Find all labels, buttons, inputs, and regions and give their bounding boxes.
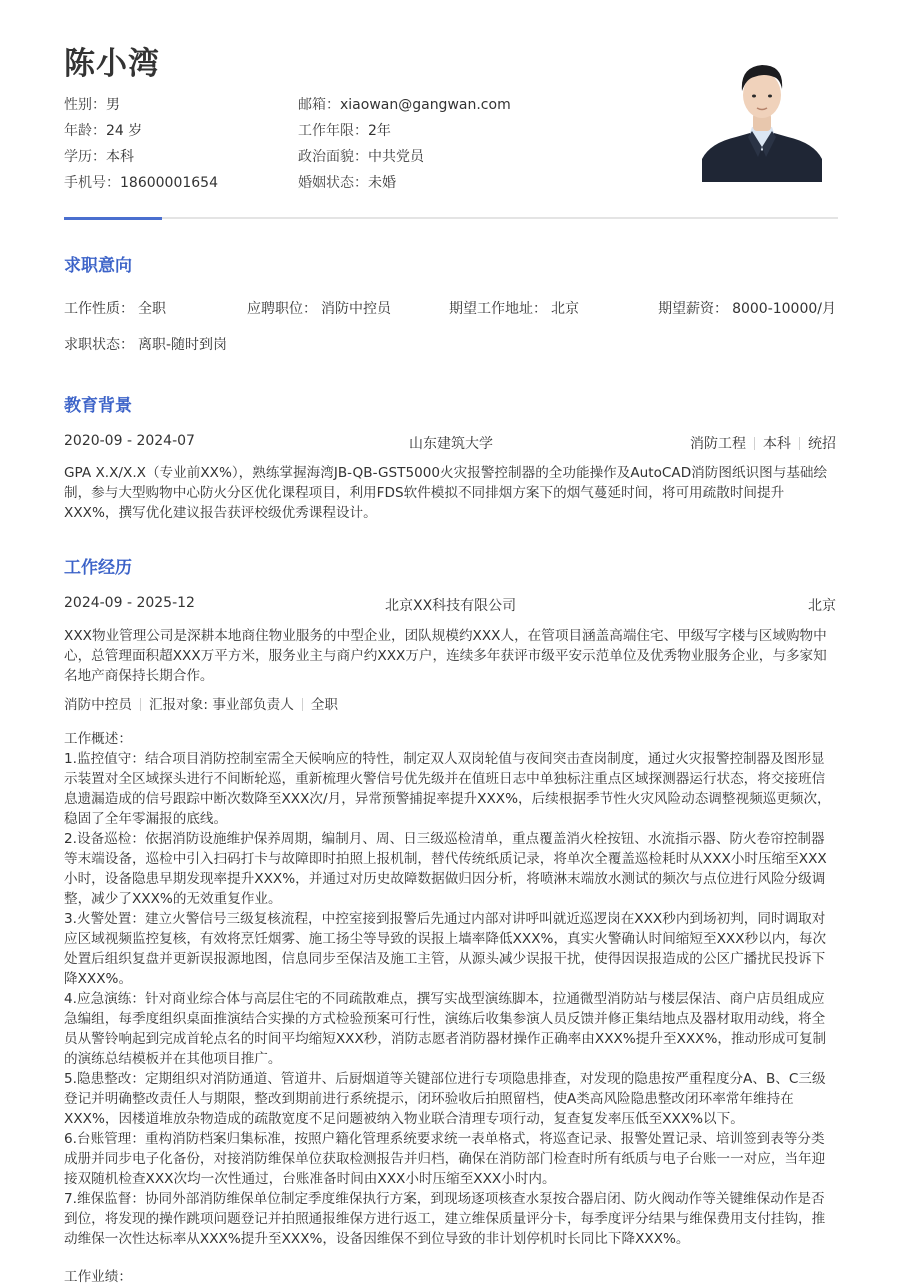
phone-row [64,170,218,196]
marital-status-label: 婚姻状态： [298,175,368,191]
education-major: 消防工程 [690,436,746,452]
work-company: 北京XX科技有限公司 [385,598,517,614]
header-divider-accent [64,217,162,220]
section-title-education: 教育背景 [64,396,132,416]
marital-status-value: 未婚 [368,175,396,191]
education-level-row [64,144,218,170]
intent-status-label: 求职状态： [64,337,134,353]
work-duty-item: 3.火警处置：建立火警信号三级复核流程，中控室接到报警后先通过内部对讲呼叫就近巡逻岗在XXX秒内到场初判，同时调取对应区域视频监控复核，有效将烹饪烟雾、施工扬尘等导致的误报上墙率降低XXX%，真实火警确认时间缩短至XXX秒以内，每次处置后组织复盘并更新误报源地图，信息同步至保洁及施工主管，从源头减少误报干扰，使得因误报造成的公区广播扰民投诉下降XXX%。 [64,911,827,987]
work-report-to: 汇报对象: 事业部负责人 [148,697,294,713]
work-years-value: 2年 [368,123,391,139]
intent-type-value: 全职 [138,301,166,317]
work-duty-item: 2.设备巡检：依据消防设施维护保养周期，编制月、周、日三级巡检清单，重点覆盖消火栓按钮、水流指示器、防火卷帘控制器等末端设备，巡检中引入扫码打卡与故障即时拍照上报机制，替代传统纸质记录，将单次全覆盖巡检耗时从XXX小时压缩至XXX小时，设备隐患早期发现率提升XXX%，并通过对历史故障数据做归因分析，将喷淋末端放水测试的频次与点位进行风险分级调整，减少了XXX%的无效重复作业。 [64,831,827,907]
phone-value: 18600001654 [120,175,218,191]
education-degree: 本科 [763,436,791,452]
intent-location-value: 北京 [551,301,579,317]
email-label: 邮箱： [298,97,340,113]
education-mode: 统招 [808,436,836,452]
education-separator [754,437,755,450]
portrait-avatar-icon [702,47,822,182]
work-duty-item: 5.隐患整改：定期组织对消防通道、管道井、后厨烟道等关键部位进行专项隐患排查，对发现的隐患按严重程度分A、B、C三级登记并明确整改责任人与期限，整改到期前进行系统提示，闭环验收后拍照留档，使A类高风险隐患整改闭环率常年维持在XXX%，因楼道堆放杂物造成的疏散宽度不足问题被纳入物业联合清理专项行动，复查复发率压低至XXX%以下。 [64,1071,826,1127]
marital-status-row [298,170,511,196]
email-row [298,92,511,118]
gender-row [64,92,218,118]
education-details [690,433,836,453]
work-tag-separator [302,698,303,711]
work-results-label: 工作业绩： [64,1269,132,1285]
intent-salary-label: 期望薪资： [658,301,729,317]
age-value: 24 岁 [106,123,143,139]
political-status-row [298,144,511,170]
age-row [64,118,218,144]
gender-label: 性别： [64,97,106,113]
intent-position-value: 消防中控员 [321,301,391,317]
age-label: 年龄： [64,123,106,139]
phone-label: 手机号： [64,175,120,191]
work-duty-item: 4.应急演练：针对商业综合体与高层住宅的不同疏散难点，撰写实战型演练脚本，拉通微型消防站与楼层保洁、商户店员组成应急编组，每季度组织桌面推演结合实操的方式检验预案可行性，演练后收集参演人员反馈并修正集结地点及器材取用动线，将全员从警铃响起到完成首轮点名的时间平均缩短XXX秒，消防志愿者消防器材操作正确率由XXX%提升至XXX%，推动形成可复制的演练总结模板并在其他项目推广。 [64,991,827,1067]
work-years-label: 工作年限： [298,123,368,139]
intent-salary [658,298,836,318]
intent-type [64,298,166,318]
work-years-row [298,118,511,144]
education-level-label: 学历： [64,149,106,165]
work-tag-separator [140,698,141,711]
candidate-name: 陈小湾 [64,46,160,82]
work-city: 北京 [808,598,836,614]
work-job-type: 全职 [310,697,338,713]
basic-info-left [64,92,218,196]
section-title-intent: 求职意向 [64,256,132,276]
intent-status-value: 离职-随时到岗 [138,337,228,353]
intent-salary-value: 8000-10000/月 [732,301,836,317]
work-overview-label: 工作概述： [64,731,132,747]
profile-photo [702,47,822,182]
intent-location [449,298,579,318]
work-period: 2024-09 - 2025-12 [64,595,195,611]
intent-status [64,334,227,354]
header-divider [64,217,838,219]
intent-type-label: 工作性质： [64,301,134,317]
work-role: 消防中控员 [64,697,132,713]
section-title-work: 工作经历 [64,558,132,578]
political-status-value: 中共党员 [368,149,424,165]
gender-value: 男 [106,97,120,113]
work-overview [64,729,836,1287]
work-role-tags [64,693,338,713]
intent-location-label: 期望工作地址： [449,301,547,317]
intent-position [247,298,391,318]
intent-position-label: 应聘职位： [247,301,317,317]
basic-info-right [298,92,511,196]
work-company-description: XXX物业管理公司是深耕本地商住物业服务的中型企业，团队规模约XXX人，在管项目涵盖高端住宅、甲级写字楼与区域购物中心，总管理面积超XXX万平方米，服务业主与商户约XXX万户，连续多年获评市级平安示范单位及优秀物业服务企业，与多家知名地产商保持长期合作。 [64,628,827,684]
education-school: 山东建筑大学 [409,436,493,452]
work-duty-item: 6.台账管理：重构消防档案归集标准，按照户籍化管理系统要求统一表单格式，将巡查记录、报警处置记录、培训签到表等分类成册并同步电子化备份，对接消防维保单位获取检测报告并归档，确保在消防部门检查时所有纸质与电子台账一一对应，当年迎接双随机检查XXX次均一次性通过，台账准备时间由XXX小时压缩至XXX小时内。 [64,1131,826,1187]
education-separator [799,437,800,450]
political-status-label: 政治面貌： [298,149,368,165]
email-value[interactable]: xiaowan@gangwan.com [340,97,511,113]
education-description: GPA X.X/X.X（专业前XX%），熟练掌握海湾JB-QB-GST5000火灾报警控制器的全功能操作及AutoCAD消防图纸识图与基础绘制，参与大型购物中心防火分区优化课程项目，利用FDS软件模拟不同排烟方案下的烟气蔓延时间，将可用疏散时间提升XXX%，撰写优化建议报告获评校级优秀课程设计。 [64,465,828,521]
work-duty-item: 7.维保监督：协同外部消防维保单位制定季度维保执行方案，到现场逐项核查水泵按合器启闭、防火阀动作等关键维保动作是否到位，将发现的操作跳项问题登记并拍照通报维保方进行返工，建立维保质量评分卡，每季度评分结果与维保费用支付挂钩，推动维保一次性达标率从XXX%提升至XXX%，设备因维保不到位导致的非计划停机时长同比下降XXX%。 [64,1191,826,1247]
education-period: 2020-09 - 2024-07 [64,433,195,449]
work-duty-item: 1.监控值守：结合项目消防控制室需全天候响应的特性，制定双人双岗轮值与夜间突击查岗制度，通过火灾报警控制器及图形显示装置对全区域探头进行不间断轮巡，重新梳理火警信号优先级并在值班日志中单独标注重点区域探测器运行状态，将交接班信息遗漏造成的信号跟踪中断次数降至XXX次/月，异常预警捕捉率提升XXX%，后续根据季节性火灾风险动态调整视频巡更频次，稳固了全年零漏报的底线。 [64,751,831,827]
education-level-value: 本科 [106,149,134,165]
